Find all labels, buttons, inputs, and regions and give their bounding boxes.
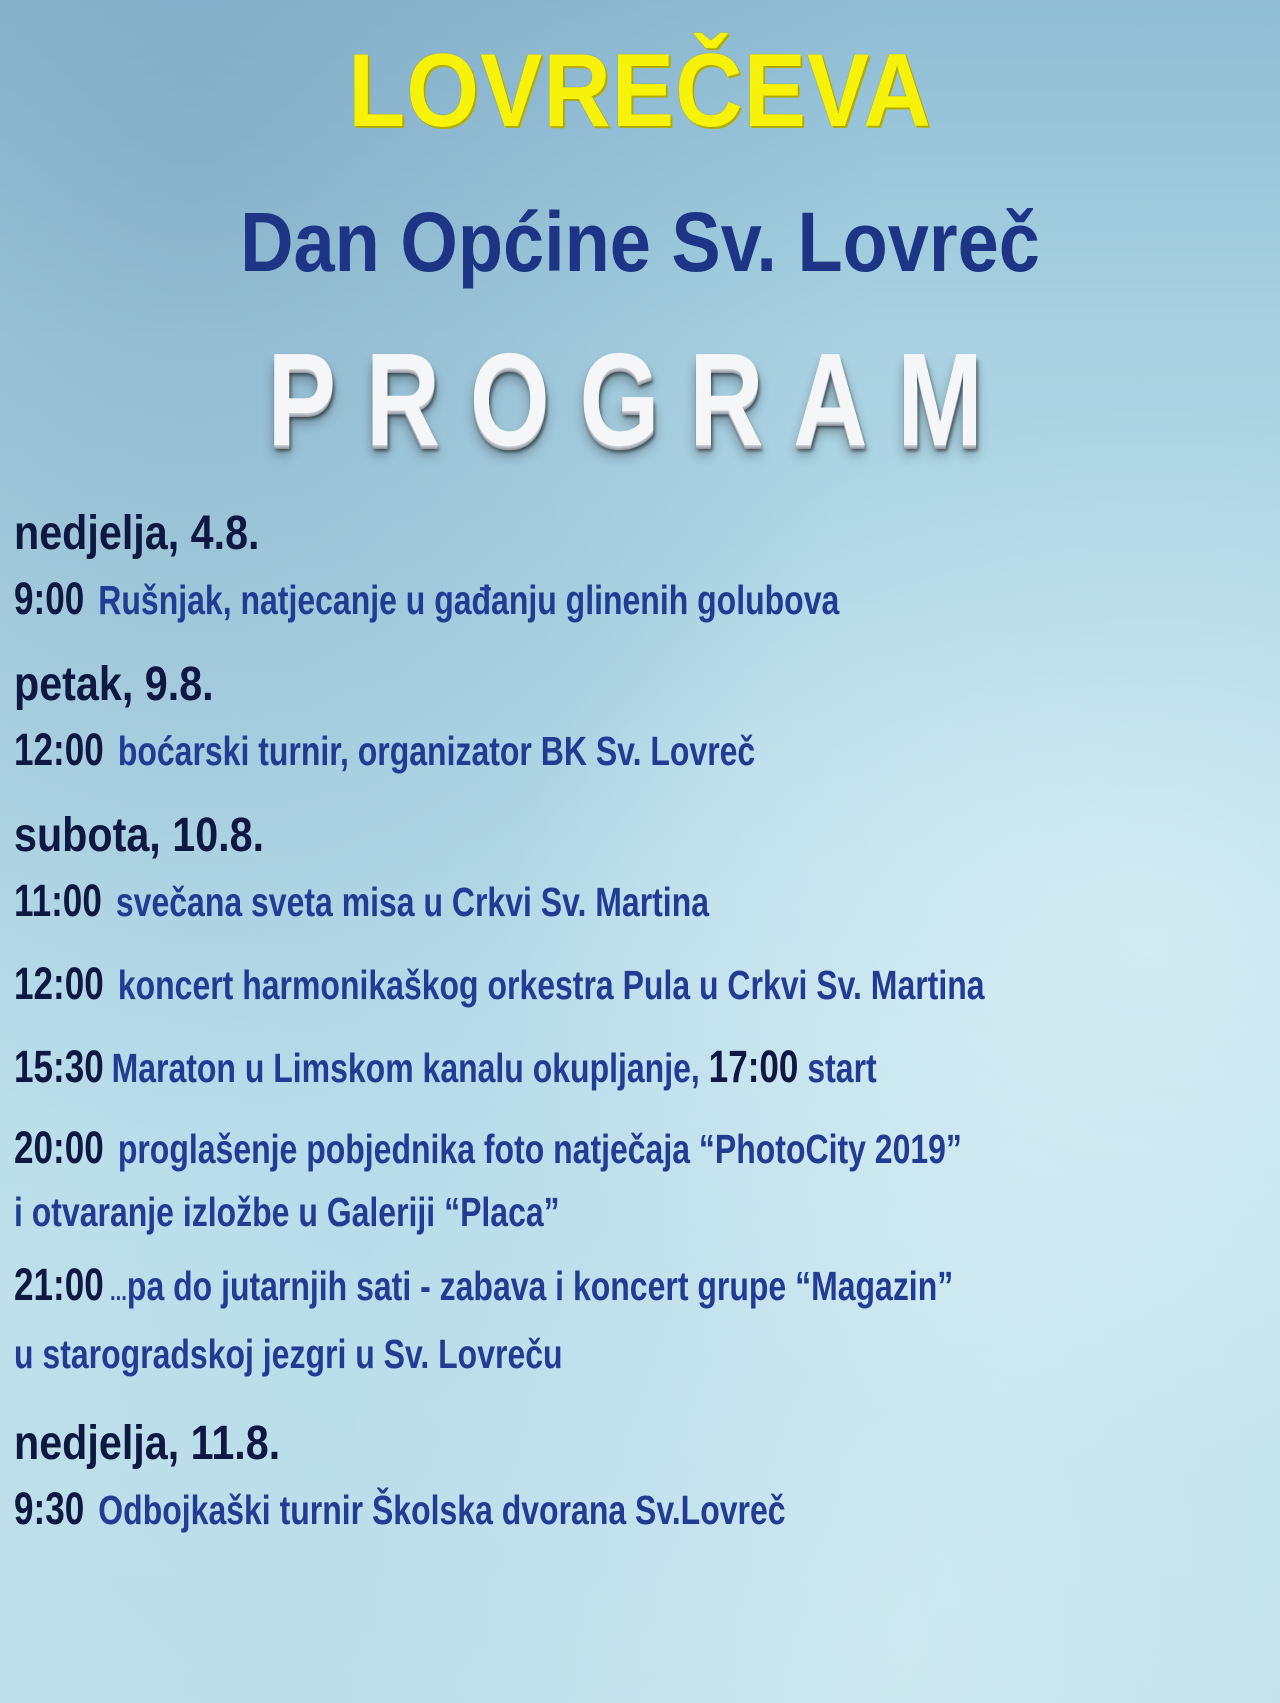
event-row (14, 1116, 1262, 1181)
event-time: 21:00 (14, 1259, 104, 1310)
day-label: nedjelja, 4.8. (14, 507, 260, 560)
poster-title: LOVREČEVA (348, 33, 932, 149)
event-text: koncert harmonikaškog orkestra Pula u Crkvi Sv. Martina (117, 962, 985, 1008)
event-row (14, 567, 1262, 632)
event-text: Odbojkaški turnir Školska dvorana Sv.Lovreč (98, 1487, 786, 1533)
event-time: 12:00 (14, 724, 104, 775)
program-heading: PROGRAM (267, 326, 1013, 473)
event-time: 20:00 (14, 1122, 104, 1173)
day-label: petak, 9.8. (14, 658, 214, 711)
event-time: 9:30 (14, 1483, 85, 1534)
event-row (14, 718, 1262, 783)
event-row (14, 1477, 1262, 1542)
event-row (14, 869, 1262, 934)
event-text: Rušnjak, natjecanje u gađanju glinenih golubova (98, 577, 840, 623)
event-row (14, 1035, 1262, 1100)
event-row (14, 1253, 1262, 1323)
event-text-after: start (807, 1045, 877, 1091)
event-text: Maraton u Limskom kanalu okupljanje, (111, 1045, 700, 1091)
schedule (14, 505, 1264, 1566)
event-text: pa do jutarnjih sati - zabava i koncert grupe “Magazin” (126, 1263, 954, 1309)
day-block (14, 807, 1264, 1385)
poster-subtitle: Dan Općine Sv. Lovreč (240, 195, 1040, 289)
event-second-time: 17:00 (708, 1041, 799, 1092)
event-time: 12:00 (14, 958, 104, 1009)
day-block (14, 1415, 1264, 1542)
event-row (14, 952, 1262, 1017)
event-text: svečana sveta misa u Crkvi Sv. Martina (115, 879, 710, 925)
day-label: nedjelja, 11.8. (14, 1417, 281, 1470)
event-continuation: u starogradskoj jezgri u Sv. Lovreču (14, 1331, 563, 1377)
event-continuation: i otvaranje izložbe u Galeriji “Placa” (14, 1189, 560, 1235)
event-time: 11:00 (14, 875, 102, 926)
event-ellipsis: ... (110, 1276, 127, 1306)
day-label: subota, 10.8. (14, 809, 265, 862)
event-time: 9:00 (14, 573, 85, 624)
day-block (14, 656, 1264, 783)
day-block (14, 505, 1264, 632)
event-text: proglašenje pobjednika foto natječaja “PhotoCity 2019” (117, 1126, 962, 1172)
event-time: 15:30 (14, 1041, 104, 1092)
event-text: boćarski turnir, organizator BK Sv. Lovreč (117, 728, 756, 774)
